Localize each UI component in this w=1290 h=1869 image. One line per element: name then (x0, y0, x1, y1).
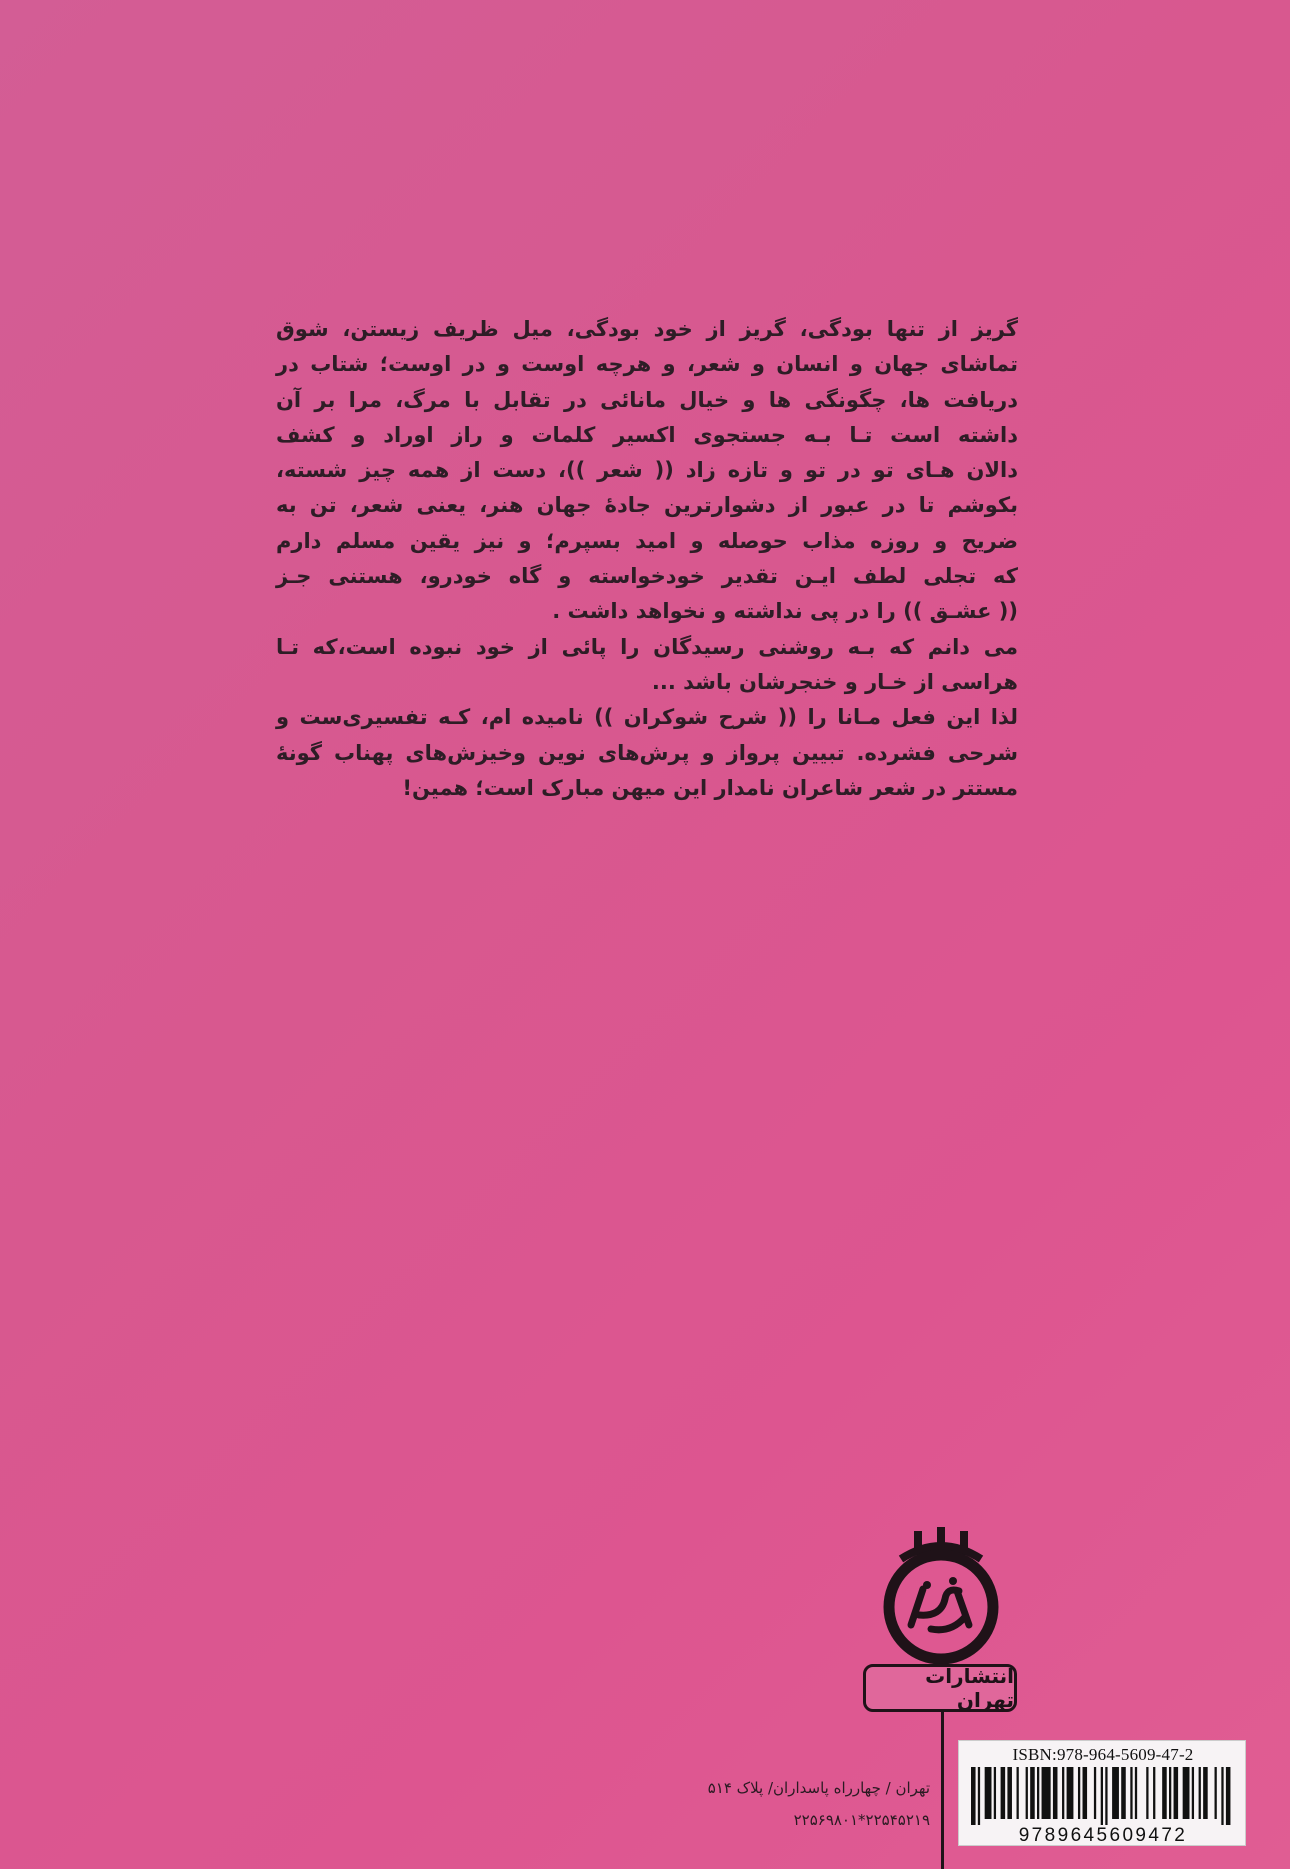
phone-numbers: ۲۲۵۴۵۲۱۹*۲۲۵۶۹۸۰۱ (793, 1811, 930, 1829)
barcode-bar (1135, 1767, 1137, 1819)
barcode-bar (1078, 1767, 1080, 1819)
address-line: تهران / چهارراه پاسداران/ پلاک ۵۱۴ (707, 1779, 930, 1797)
blurb-line: تماشای جهان و انسان و شعر، و هرچه اوست و در اوست؛ شتاب در (276, 352, 1018, 377)
barcode-bar (1192, 1767, 1194, 1819)
barcode-bar (1226, 1767, 1231, 1825)
barcode-bar (1053, 1767, 1058, 1819)
barcode-bar (1215, 1767, 1217, 1819)
barcode-bar (971, 1767, 976, 1825)
barcode-bar (1199, 1767, 1201, 1819)
isbn-barcode-block (958, 1740, 1246, 1846)
barcode-bar (1162, 1767, 1167, 1819)
barcode-icon (971, 1767, 1235, 1825)
barcode-bar (1121, 1767, 1126, 1819)
publisher-address (600, 1772, 930, 1836)
barcode-bar (1042, 1767, 1051, 1819)
barcode-bar (1105, 1767, 1107, 1825)
barcode-bar (1026, 1767, 1028, 1819)
blurb-line: بکوشم تا در عبور از دشوارترین جادۀ جهان هنر، یعنی شعر، تن به (276, 493, 1018, 518)
blurb-line: هراسی از خـار و خنجرشان باشد ... (651, 669, 1018, 694)
blurb-line: شرحی فشرده. تبیین پرواز و پرش‌های نوین وخیزش‌های پهناب گونۀ (276, 740, 1018, 765)
blurb-line: (( عشـق )) را در پی نداشته و نخواهد داشت . (552, 599, 1018, 624)
barcode-bar (1094, 1767, 1096, 1819)
barcode-bar (1130, 1767, 1132, 1819)
blurb-text (276, 312, 1018, 806)
barcode-bar (1203, 1767, 1208, 1819)
barcode-bar (985, 1767, 992, 1819)
isbn-label: ISBN:978-964-5609-47-2 (1012, 1745, 1194, 1764)
divider-line (941, 1712, 944, 1869)
barcode-bar (1067, 1767, 1074, 1819)
blurb-line: مستتر در شعر شاعران نامدار این میهن مبارک است؛ همین! (402, 775, 1018, 800)
blurb-line: ضریح و روزه مذاب حوصله و امید بسپرم؛ و نیز یقین مسلم دارم (276, 528, 1018, 553)
barcode-bar (994, 1767, 996, 1819)
blurb-line: لذا این فعل مـانا را (( شرح شوکران )) نامیده ام، کـه تفسیری‌ست و (276, 705, 1018, 730)
barcode-bar (1001, 1767, 1006, 1819)
blurb-line: دالان هـای تو در تو و تازه زاد (( شعر ))، دست از همه چیز شسته، (276, 458, 1018, 483)
barcode-bar (978, 1767, 980, 1825)
blurb-line: که تجلی لطف ایـن تقدیر خودخواسته و گاه خودرو، هستنی جـز (276, 564, 1018, 589)
blurb-line: دریافت ها، چگونگی ها و خیال مانائی در تقابل با مرگ، مرا بر آن (276, 387, 1018, 412)
barcode-bar (1221, 1767, 1223, 1825)
tehran-publishing-logo-icon (861, 1525, 1021, 1665)
barcode-bar (1017, 1767, 1019, 1819)
barcode-bar (1030, 1767, 1035, 1819)
barcode-bar (1101, 1767, 1103, 1825)
barcode-bar (1146, 1767, 1148, 1819)
publisher-name: انتشارات تهران (863, 1664, 1017, 1712)
barcode-bar (1169, 1767, 1171, 1819)
barcode-bar (1037, 1767, 1039, 1819)
barcode-bar (1112, 1767, 1119, 1819)
barcode-bar (1062, 1767, 1064, 1819)
barcode-bar (1007, 1767, 1012, 1819)
barcode-bar (1153, 1767, 1155, 1819)
blurb-line: داشته است تـا بـه جستجوی اکسیر کلمات و راز اوراد و کشف (276, 422, 1018, 447)
barcode-bar (1174, 1767, 1179, 1819)
blurb-line: گریز از تنها بودگی، گریز از خود بودگی، میل ظریف زیستن، شوق (276, 317, 1018, 341)
barcode-bar (1083, 1767, 1088, 1819)
blurb-line: می دانم که بـه روشنی رسیدگان را پائی از خود نبوده است،که تـا (276, 634, 1018, 659)
barcode-digits: 9789645609472 (1018, 1825, 1188, 1846)
barcode-bar (1183, 1767, 1190, 1819)
